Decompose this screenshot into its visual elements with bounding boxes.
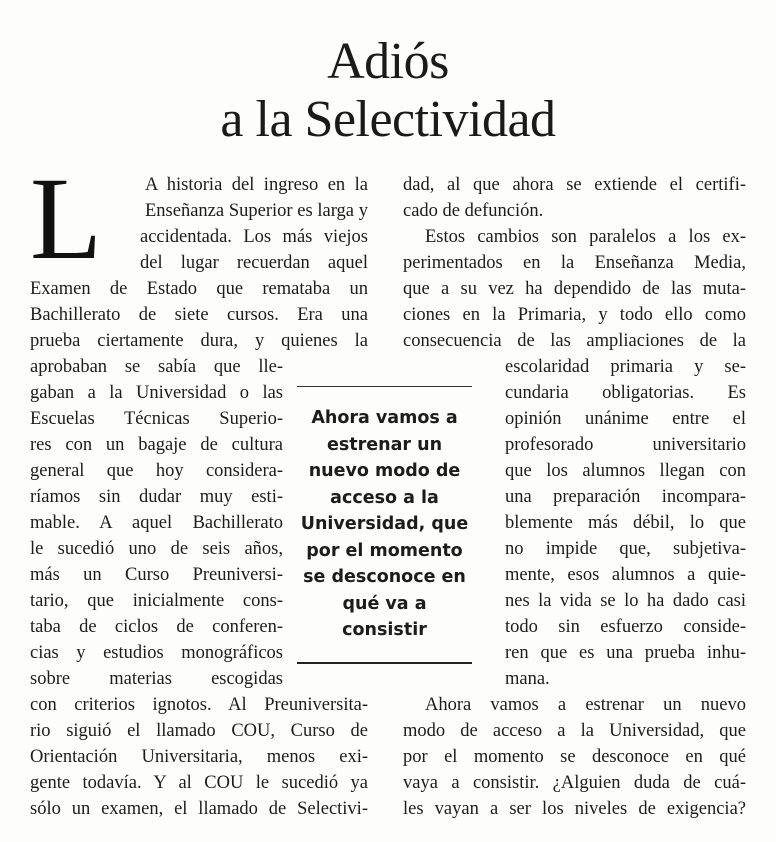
column-right-line: blemente más débil, lo que — [505, 513, 746, 533]
column-left-line: aprobaban se sabía que lle- — [30, 357, 283, 377]
column-right-line: Estos cambios son paralelos a los ex- — [425, 227, 746, 247]
pull-quote-line: se desconoce en — [303, 567, 466, 587]
column-right-line: ciones en la Primaria, y todo ello como — [403, 305, 746, 325]
pull-quote-line: por el momento — [306, 540, 463, 561]
column-right-line: no impide que, subjetiva- — [505, 539, 746, 559]
column-right-line: dad, al que ahora se extiende el certifi- — [403, 175, 746, 195]
column-left-line: res con un bagaje de cultura — [30, 435, 283, 455]
column-left-line: Enseñanza Superior es larga y — [145, 201, 368, 221]
column-right-line: todo sin esfuerzo conside- — [505, 617, 746, 637]
column-right-line: opinión unánime entre el — [505, 409, 746, 429]
column-left-line: rio siguió el llamado COU, Curso de — [30, 721, 368, 741]
column-right-line: mente, esos alumnos a quie- — [505, 565, 746, 585]
column-right-line: que los alumnos llegan con — [505, 461, 746, 481]
column-left-line: Examen de Estado que remataba un — [30, 279, 368, 299]
title-line-2: a la Selectividad — [220, 91, 556, 148]
column-right-line: mana. — [505, 669, 550, 689]
column-right-line: que a su vez ha dependido de las muta- — [403, 279, 746, 299]
column-left-line: Escuelas Técnicas Superio- — [30, 409, 283, 429]
column-right-line: Ahora vamos a estrenar un nuevo — [425, 695, 746, 715]
column-left-line: tario, que inicialmente cons- — [30, 591, 283, 611]
column-left-line: cias y estudios monográficos — [30, 643, 283, 663]
column-right-line: perimentados en la Enseñanza Media, — [403, 253, 746, 273]
column-right-line: una preparación incompara- — [505, 487, 746, 507]
column-left-line: ríamos sin dudar muy esti- — [30, 487, 283, 507]
column-left-line: sobre materias escogidas — [30, 669, 283, 689]
pull-quote-line: Ahora vamos a — [311, 408, 458, 428]
column-right-line: cado de defunción. — [403, 201, 544, 221]
column-right-line: modo de acceso a la Universidad, que — [403, 721, 746, 741]
column-right-line: ren que es una prueba inhu- — [505, 643, 746, 663]
pull-quote-top-rule — [297, 386, 472, 387]
column-left-line: mable. A aquel Bachillerato — [30, 513, 283, 533]
column-right-line: vaya a consistir. ¿Alguien duda de cuá- — [403, 773, 746, 793]
drop-cap: L — [30, 153, 103, 284]
pull-quote-line: qué va a — [342, 593, 427, 614]
column-right-line: les vayan a ser los niveles de exigencia? — [403, 799, 746, 819]
column-left-line: gaban a la Universidad o las — [30, 383, 283, 403]
column-right-line: cundaria obligatorias. Es — [505, 383, 746, 403]
column-left-line: A historia del ingreso en la — [145, 175, 368, 195]
column-left-line: del lugar recuerdan aquel — [140, 253, 368, 273]
column-left-line: Orientación Universitaria, menos exi- — [30, 747, 368, 767]
column-left-line: general que hoy considera- — [30, 461, 283, 481]
column-left-line: le sucedió uno de seis años, — [30, 539, 283, 559]
column-left-line: Bachillerato de siete cursos. Era una — [30, 305, 368, 325]
column-right-line: profesorado universitario — [505, 435, 746, 455]
column-right-line: por el momento se desconoce en qué — [403, 747, 746, 767]
column-right-line: escolaridad primaria y se- — [505, 357, 746, 377]
column-left-line: con criterios ignotos. Al Preuniversita- — [30, 695, 368, 715]
pull-quote-line: Universidad, que — [300, 514, 469, 534]
pull-quote-line: nuevo modo de — [308, 461, 461, 481]
title-line-1: Adiós — [327, 33, 449, 90]
column-left-line: prueba ciertamente dura, y quienes la — [30, 331, 368, 351]
pull-quote-line: estrenar un — [326, 434, 443, 455]
pull-quote-line: acceso a la — [330, 487, 439, 508]
pull-quote-bottom-rule — [297, 662, 472, 664]
column-left-line: accidentada. Los más viejos — [140, 227, 368, 247]
column-left-line: sólo un examen, el llamado de Selectivi- — [30, 799, 368, 819]
column-right-line: consecuencia de las ampliaciones de la — [403, 331, 746, 351]
column-right-line: nes la vida se lo ha dado casi — [505, 591, 746, 611]
column-left-line: taba de ciclos de conferen- — [30, 617, 283, 637]
column-left-line: más un Curso Preuniversi- — [30, 565, 283, 585]
column-left-line: gente todavía. Y al COU le sucedió ya — [30, 773, 368, 793]
pull-quote-line: consistir — [342, 620, 427, 640]
